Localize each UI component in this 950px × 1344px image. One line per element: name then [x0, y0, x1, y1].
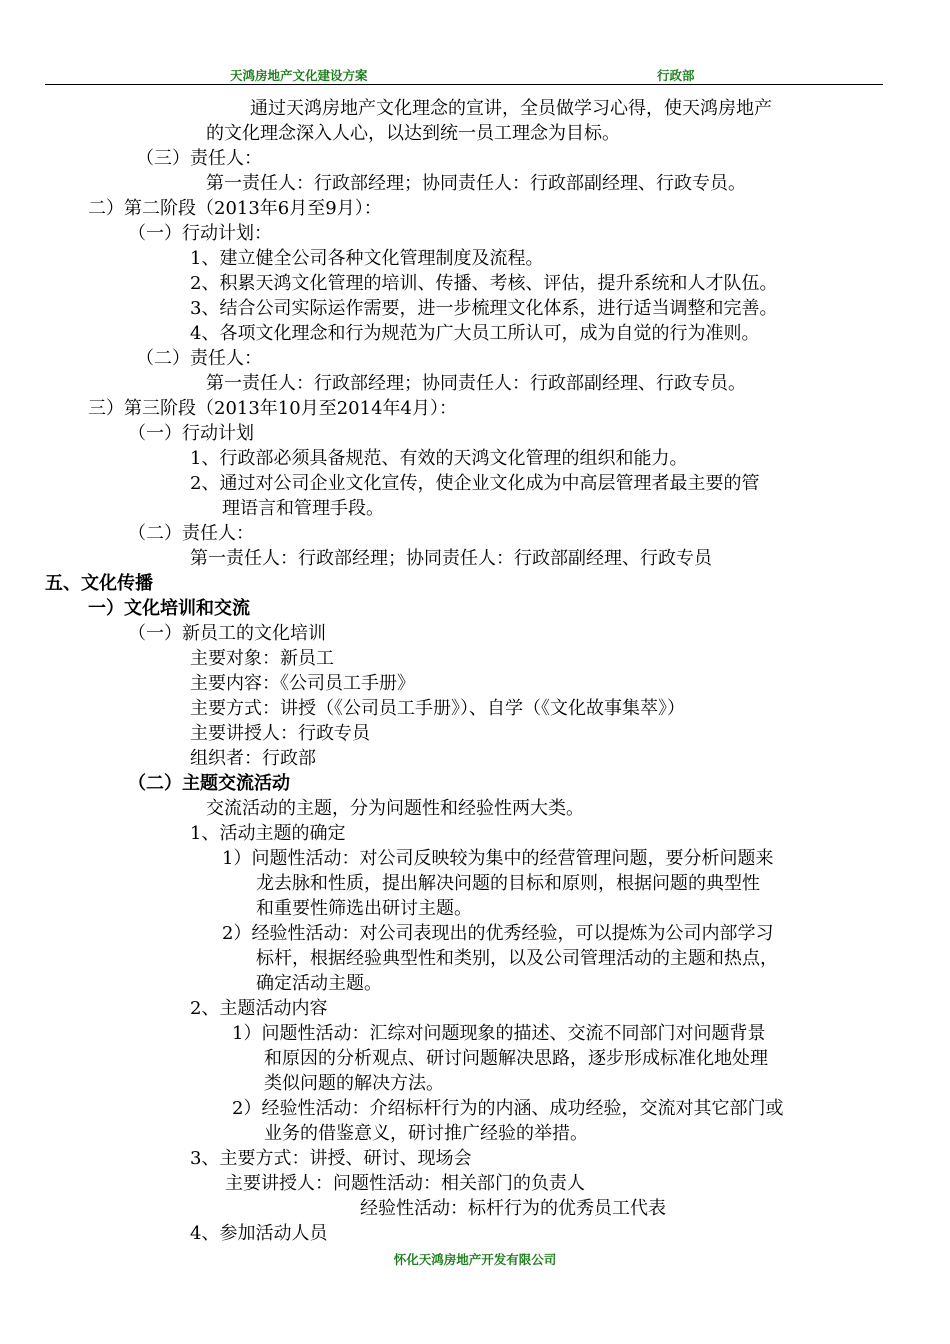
list-item-continuation: 理语言和管理手段。 [222, 498, 384, 519]
list-item-continuation: 类似问题的解决方法。 [264, 1073, 444, 1094]
company-name: 怀化天鸿房地产开发有限公司 [393, 1252, 557, 1267]
list-item: 4、各项文化理念和行为规范为广大员工所认可，成为自觉的行为准则。 [190, 323, 760, 344]
list-item: 2）经验性活动：介绍标杆行为的内涵、成功经验，交流对其它部门或 [232, 1098, 784, 1119]
subsection-heading: （二）主题交流活动 [128, 773, 290, 794]
list-item: 3、主要方式：讲授、研讨、现场会 [190, 1148, 472, 1169]
list-item: 2、通过对公司企业文化宣传，使企业文化成为中高层管理者最主要的管 [190, 473, 760, 494]
list-item-continuation: 业务的借鉴意义，研讨推广经验的举措。 [264, 1123, 588, 1144]
list-item: 1）问题性活动：对公司反映较为集中的经营管理问题，要分析问题来 [222, 848, 774, 869]
list-item: 2）经验性活动：对公司表现出的优秀经验，可以提炼为公司内部学习 [222, 923, 774, 944]
list-item-continuation: 和重要性筛选出研讨主题。 [256, 898, 472, 919]
document-title: 天鸿房地产文化建设方案 [230, 68, 368, 83]
paragraph-line: 主要方式：讲授（《公司员工手册》）、自学（《文化故事集萃》） [190, 698, 685, 719]
list-item-continuation: 龙去脉和性质，提出解决问题的目标和原则，根据问题的典型性 [256, 873, 760, 894]
paragraph-line: 主要讲授人：问题性活动：相关部门的负责人 [225, 1173, 585, 1194]
section-heading: 二）第二阶段（2013年6月至9月）： [88, 198, 382, 219]
paragraph-line: 第一责任人：行政部经理；协同责任人：行政部副经理、行政专员 [190, 548, 712, 569]
page-header [45, 64, 883, 85]
subsection-heading: （一）行动计划 [128, 423, 254, 444]
paragraph-line: 第一责任人：行政部经理；协同责任人：行政部副经理、行政专员。 [206, 173, 746, 194]
list-item: 3、结合公司实际运作需要，进一步梳理文化体系，进行适当调整和完善。 [190, 298, 778, 319]
subsection-heading: （二）责任人： [136, 348, 262, 369]
subsection-heading: （三）责任人： [136, 148, 262, 169]
paragraph-line: 主要内容：《公司员工手册》 [190, 673, 415, 694]
paragraph-line: 的文化理念深入人心，以达到统一员工理念为目标。 [206, 123, 620, 144]
list-item: 1）问题性活动：汇综对问题现象的描述、交流不同部门对问题背景 [232, 1023, 766, 1044]
paragraph-line: 通过天鸿房地产文化理念的宣讲，全员做学习心得，使天鸿房地产 [250, 98, 772, 119]
paragraph-line: 主要讲授人：行政专员 [190, 723, 370, 744]
list-item: 1、行政部必须具备规范、有效的天鸿文化管理的组织和能力。 [190, 448, 688, 469]
subsection-heading: （一）新员工的文化培训 [128, 623, 326, 644]
paragraph-line: 经验性活动：标杆行为的优秀员工代表 [360, 1198, 666, 1219]
list-item-continuation: 和原因的分析观点、研讨问题解决思路，逐步形成标准化地处理 [264, 1048, 768, 1069]
list-item-continuation: 确定活动主题。 [256, 973, 382, 994]
list-item-continuation: 标杆，根据经验典型性和类别，以及公司管理活动的主题和热点， [256, 948, 778, 969]
paragraph-line: 主要对象：新员工 [190, 648, 334, 669]
section-heading: 三）第三阶段（2013年10月至2014年4月）： [88, 398, 457, 419]
paragraph-line: 交流活动的主题，分为问题性和经验性两大类。 [206, 798, 584, 819]
paragraph-line: 第一责任人：行政部经理；协同责任人：行政部副经理、行政专员。 [206, 373, 746, 394]
list-item: 4、参加活动人员 [190, 1223, 328, 1244]
paragraph-line: 组织者：行政部 [190, 748, 316, 769]
subsection-heading: （二）责任人： [128, 523, 254, 544]
list-item: 2、主题活动内容 [190, 998, 328, 1019]
page-footer [0, 1250, 950, 1268]
document-body [0, 96, 950, 1246]
list-item: 1、建立健全公司各种文化管理制度及流程。 [190, 248, 544, 269]
department-label: 行政部 [657, 68, 695, 83]
section-heading: 一）文化培训和交流 [88, 598, 250, 619]
chapter-heading: 五、文化传播 [45, 573, 153, 594]
subsection-heading: （一）行动计划： [128, 223, 272, 244]
list-item: 2、积累天鸿文化管理的培训、传播、考核、评估，提升系统和人才队伍。 [190, 273, 778, 294]
list-item: 1、活动主题的确定 [190, 823, 346, 844]
